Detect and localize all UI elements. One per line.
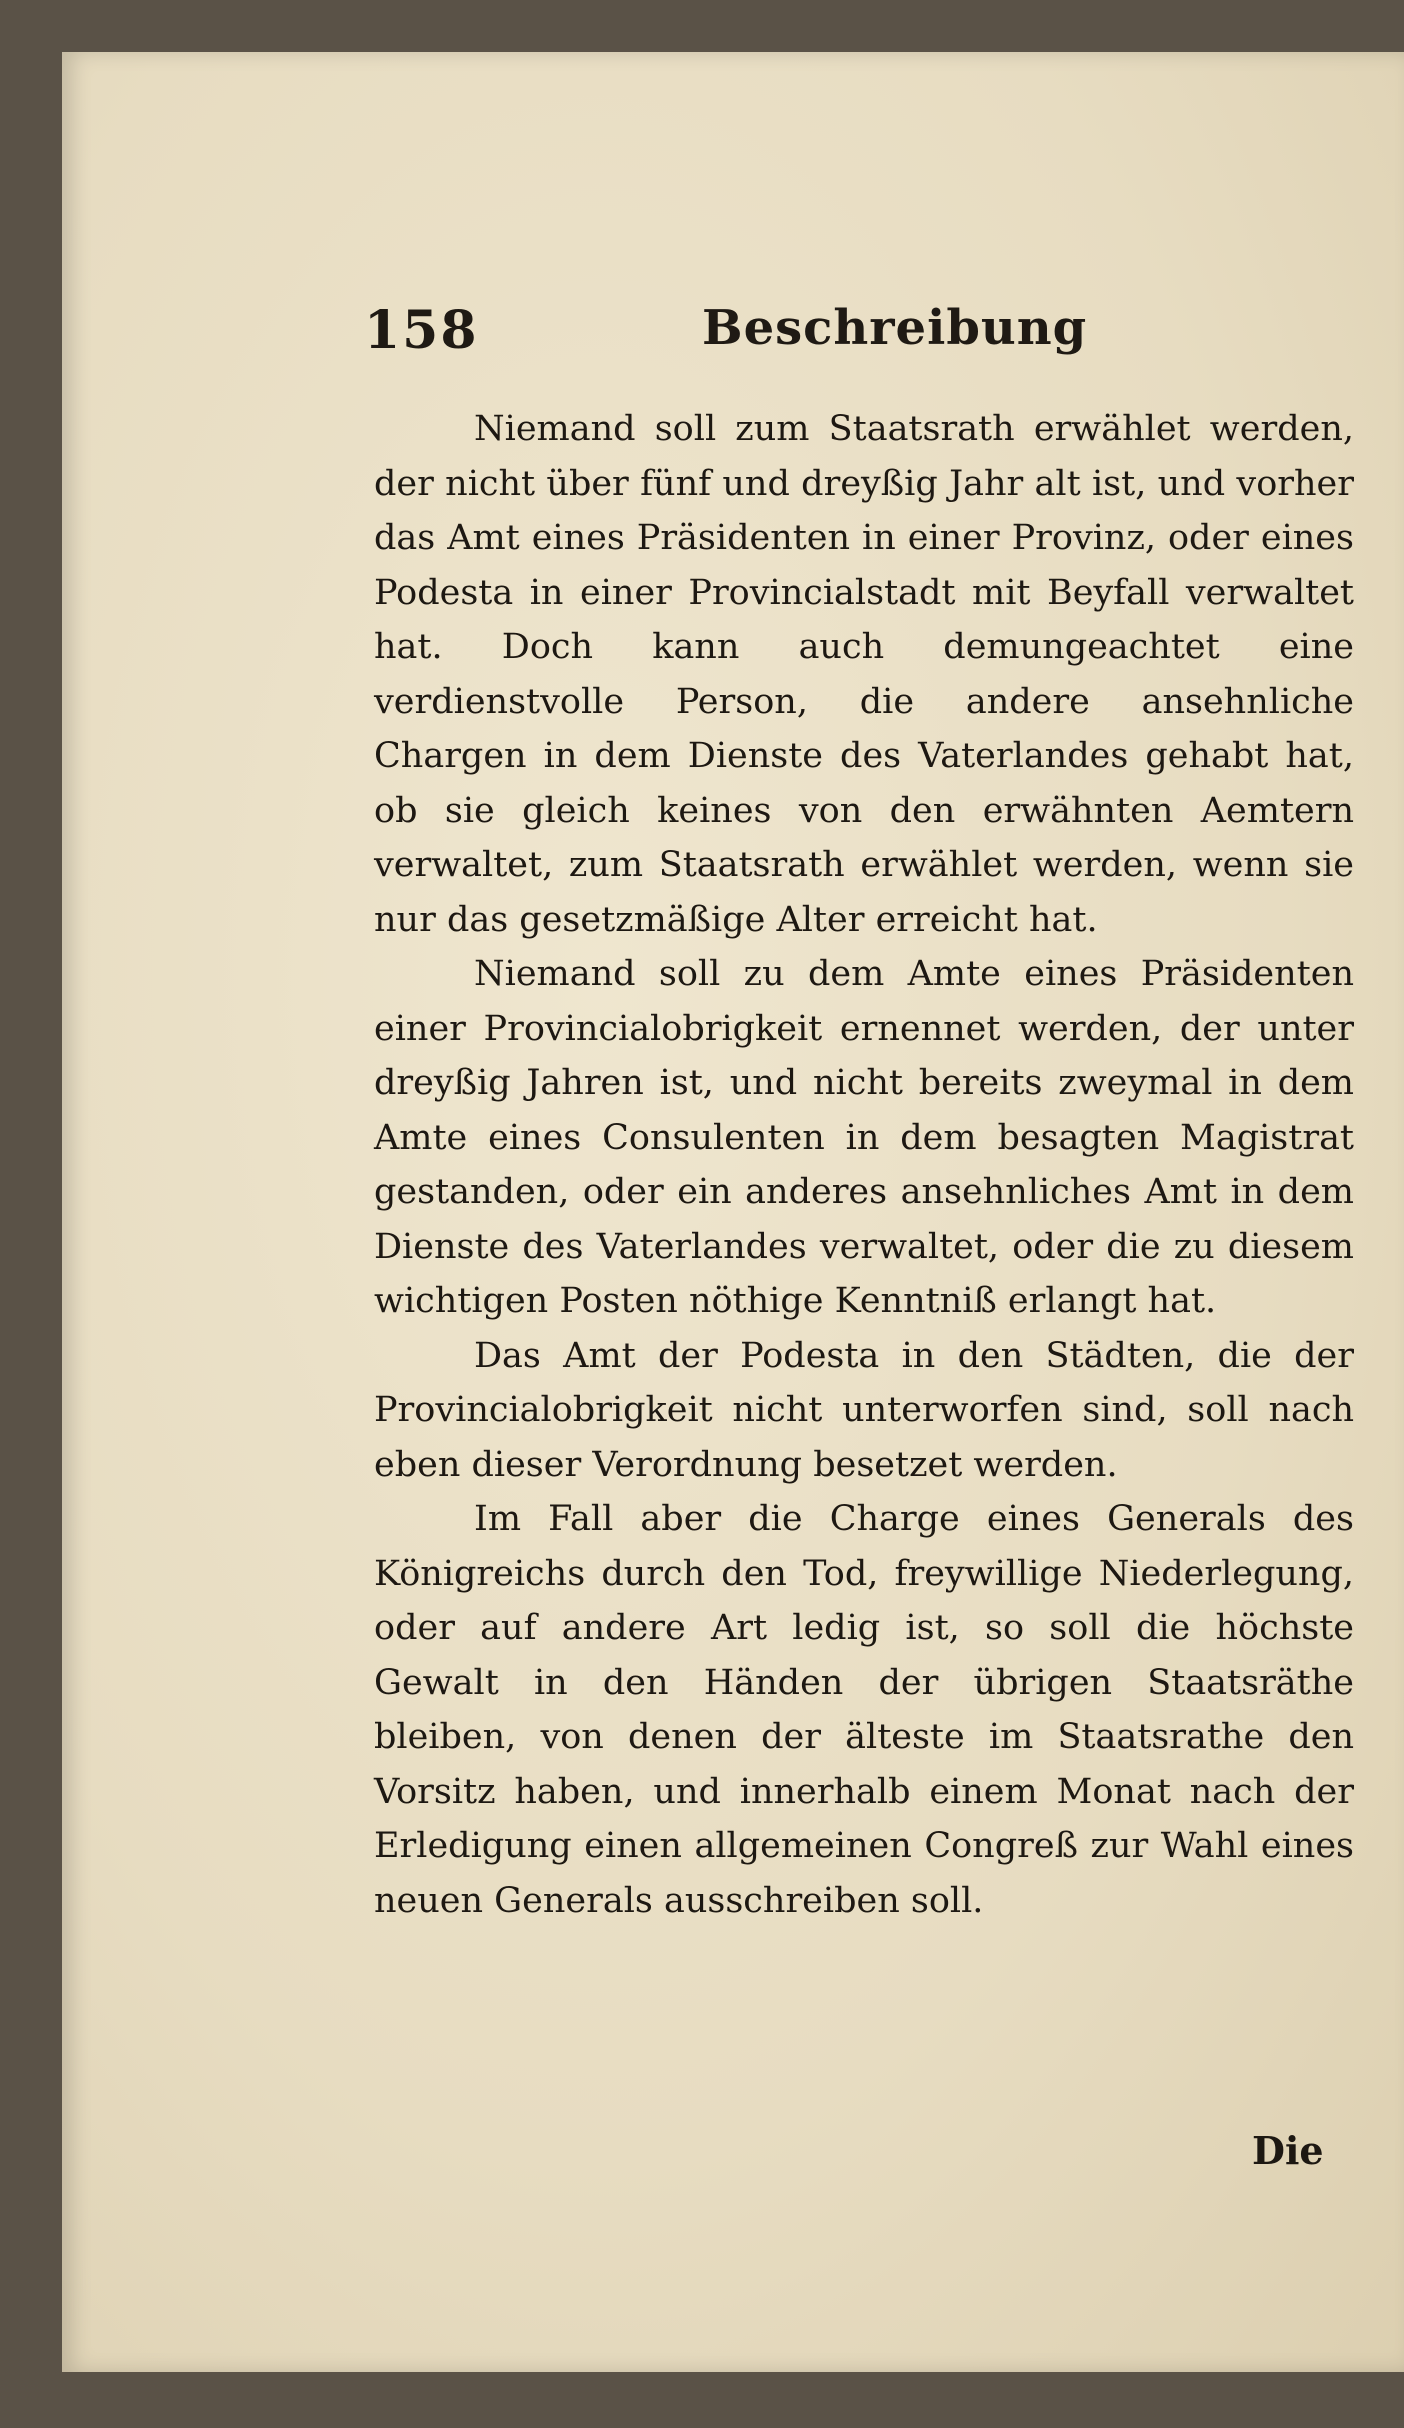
- paragraph: Niemand soll zu dem Amte eines Präsidenten einer Provincialobrigkeit ernennet werden, der unter dreyßig Jahren ist, und nicht bereits zweymal in dem Amte eines Consulenten in dem besagten Magistrat gestanden, oder ein anderes ansehnliches Amt in dem Dienste des Vaterlandes verwaltet, oder die zu diesem wichtigen Posten nöthige Kenntniß erlangt hat.: [374, 954, 1354, 1321]
- paragraph: Niemand soll zum Staatsrath erwählet werden, der nicht über fünf und dreyßig Jahr alt ist, und vorher das Amt eines Präsidenten in einer Provinz, oder eines Podesta in einer Provincialstadt mit Beyfall verwaltet hat. Doch kann auch demungeachtet eine verdienstvolle Person, die andere ansehnliche Chargen in dem Dienste des Vaterlandes gehabt hat, ob sie gleich keines von den erwähnten Aemtern verwaltet, zum Staatsrath erwählet werden, wenn sie nur das gesetzmäßige Alter erreicht hat.: [374, 409, 1354, 940]
- catchword: Die: [1252, 2128, 1324, 2173]
- page-number: 158: [364, 300, 479, 361]
- running-head: [62, 300, 1404, 370]
- body-text: [374, 402, 1354, 1928]
- paragraph: Das Amt der Podesta in den Städten, die der Provincialobrigkeit nicht unterworfen sind, soll nach eben dieser Verordnung besetzet werden.: [374, 1335, 1354, 1485]
- book-page: [62, 52, 1404, 2372]
- paragraph: Im Fall aber die Charge eines Generals des Königreichs durch den Tod, freywillige Niederlegung, oder auf andere Art ledig ist, so soll die höchste Gewalt in den Händen der übrigen Staatsräthe bleiben, von denen der älteste im Staatsrathe den Vorsitz haben, und innerhalb einem Monat nach der Erledigung einen allgemeinen Congreß zur Wahl eines neuen Generals ausschreiben soll.: [374, 1499, 1354, 1921]
- running-title: Beschreibung: [702, 300, 1088, 356]
